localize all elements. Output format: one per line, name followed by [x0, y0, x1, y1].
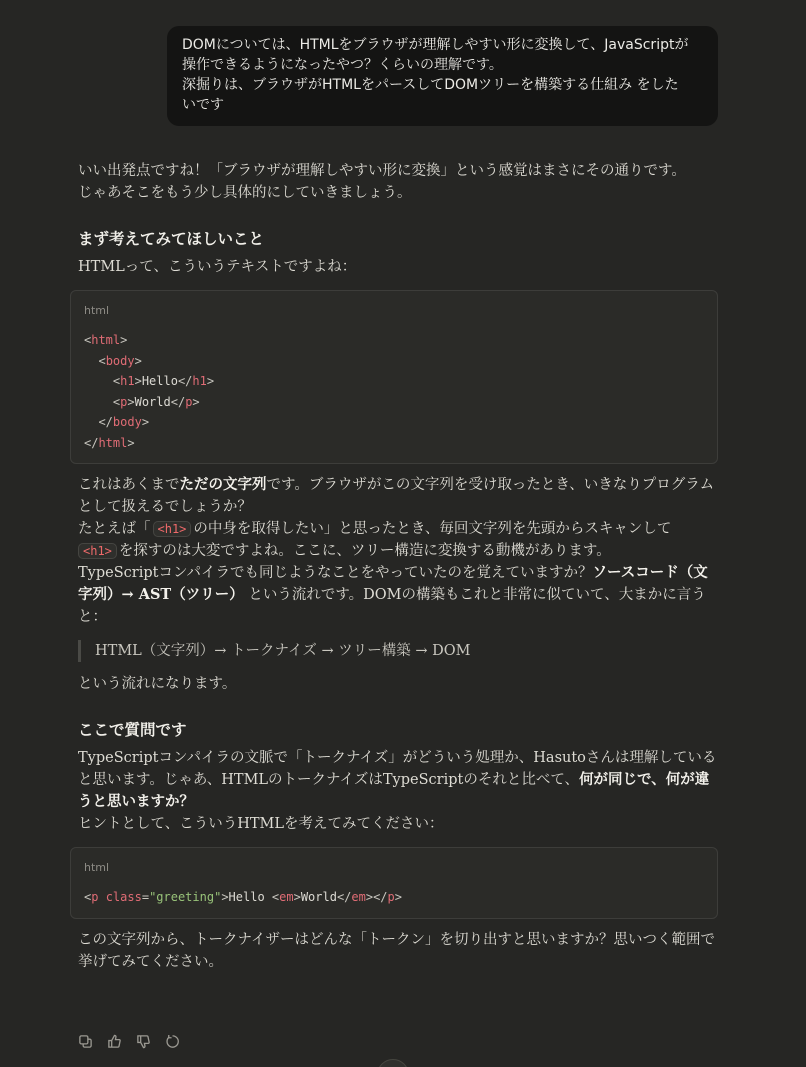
code-language-label: html: [84, 861, 110, 874]
text: たとえば「: [78, 521, 151, 537]
text: を探すのは大変ですよね。ここに、ツリー構造に変換する動機があります。: [118, 543, 611, 559]
paragraph: じゃあそこをもう少し具体的にしていきましょう。: [78, 185, 412, 201]
inline-code: <h1>: [78, 543, 117, 559]
text: の中身を取得したい」と思ったとき、毎回文字列を先頭からスキャンして: [193, 521, 672, 537]
paragraph: ヒントとして、こういうHTMLを考えてみてください：: [78, 816, 444, 832]
paragraph: [78, 474, 718, 518]
blockquote: HTML（文字列）→ トークナイズ → ツリー構築 → DOM: [78, 640, 718, 662]
thumbs-up-button[interactable]: [106, 1035, 122, 1051]
copy-button[interactable]: [77, 1035, 93, 1051]
text: TypeScriptコンパイラの文脈で「トークナイズ」がどういう処理か、Hasutoさんは理解していると思います。じゃあ、HTMLのトークナイズはTypeScriptのそれと比べて、: [78, 750, 717, 788]
user-message-line: 深掘りは、ブラウザがHTMLをパースしてDOMツリーを構築する仕組み をした: [182, 77, 679, 93]
copy-icon: [78, 1034, 93, 1053]
code-content[interactable]: <p class="greeting">Hello <em>World</em></p>: [84, 890, 403, 904]
text: これはあくまで: [78, 477, 180, 493]
text: です。ブラウザがこの文字列を受け取ったとき、いきなりプログラムとして扱えるでしょうか？: [78, 477, 715, 515]
paragraph: という流れになります。: [78, 676, 237, 692]
paragraph: [78, 518, 718, 562]
paragraph: いい出発点ですね！「ブラウザが理解しやすい形に変換」という感覚はまさにその通りです。: [78, 163, 686, 179]
paragraph: [78, 747, 718, 813]
retry-icon: [165, 1034, 180, 1053]
assistant-message: [78, 160, 718, 973]
text: TypeScriptコンパイラでも同じようなことをやっていたのを覚えていますか？: [78, 565, 593, 581]
thumbs-down-button[interactable]: [135, 1035, 151, 1051]
user-message-bubble: [167, 26, 718, 126]
code-content[interactable]: <html> <body> <h1>Hello</h1> <p>World</p> </body> </html>: [84, 333, 215, 450]
message-actions: [77, 1035, 180, 1051]
paragraph: HTMLって、こういうテキストですよね：: [78, 259, 357, 275]
bold-text: 何が同じで、何が違うと思いますか？: [78, 771, 710, 810]
thumbs-down-icon: [136, 1034, 151, 1053]
code-block: [70, 847, 718, 919]
user-message-line: いです: [182, 97, 224, 113]
section-heading: ここで質問です: [78, 720, 187, 739]
thumbs-up-icon: [107, 1034, 122, 1053]
user-message-line: 操作できるようになったやつ？くらいの理解です。: [182, 57, 503, 73]
inline-code: <h1>: [153, 521, 192, 537]
user-message-line: DOMについては、HTMLをブラウザが理解しやすい形に変換して、JavaScriptが: [182, 37, 689, 53]
bold-text: ただの文字列: [179, 476, 267, 493]
text: という流れです。DOMの構築もこれと非常に似ていて、大まかに言うと：: [78, 587, 706, 625]
scroll-to-bottom-button[interactable]: [377, 1059, 409, 1067]
code-language-label: html: [84, 304, 110, 317]
retry-button[interactable]: [164, 1035, 180, 1051]
bold-text: ソースコード（文字列）→ AST（ツリー）: [78, 564, 708, 603]
code-block: [70, 290, 718, 464]
paragraph: [78, 562, 718, 628]
section-heading: まず考えてみてほしいこと: [78, 229, 265, 248]
paragraph: この文字列から、トークナイザーはどんな「トークン」を切り出すと思いますか？思いつく範囲で挙げてみてください。: [78, 931, 715, 970]
